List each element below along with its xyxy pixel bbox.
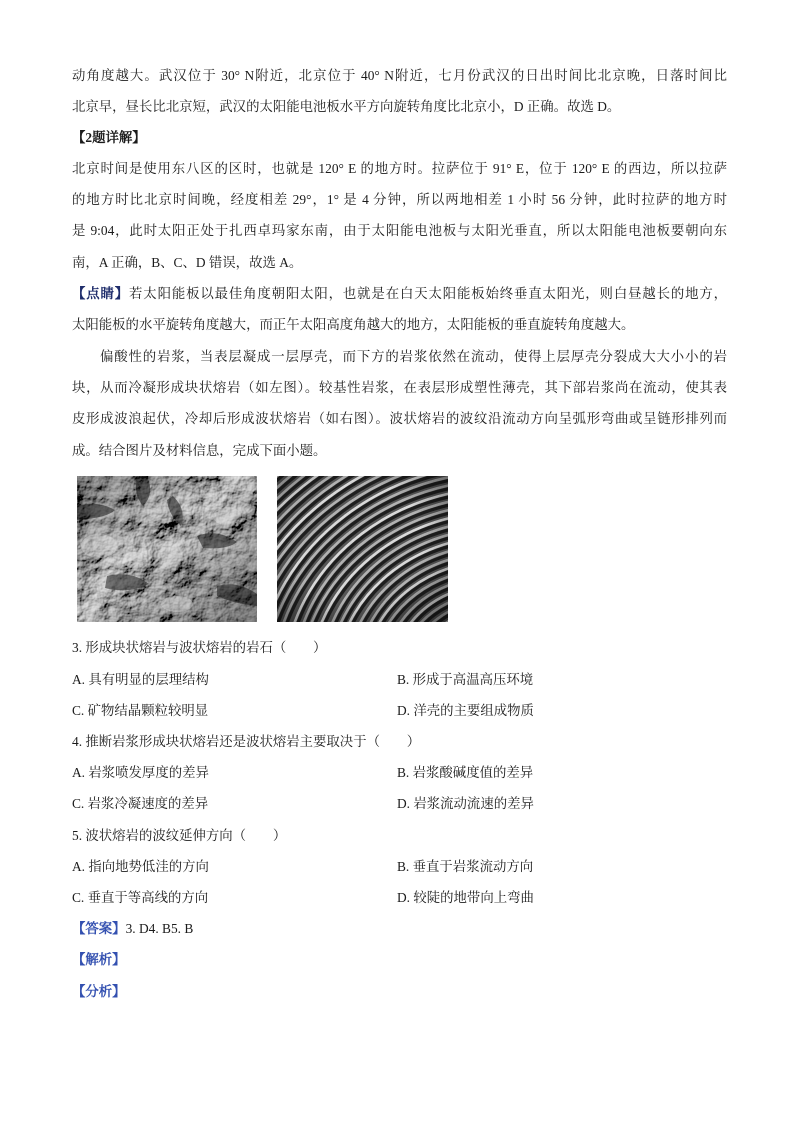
question-3-option-d: D. 洋壳的主要组成物质 <box>397 703 534 718</box>
question-5-option-c: C. 垂直于等高线的方向 <box>72 890 209 905</box>
question-3-option-b: B. 形成于高温高压环境 <box>397 672 534 687</box>
material-line-2: 块，从而冷凝形成块状熔岩（如左图）。较基性岩浆，在表层形成塑性薄壳，其下部岩浆尚在流动，使其表 <box>72 380 727 395</box>
q2-detail-line-3: 是 9:04，此时太阳正处于扎西卓玛家东南，由于太阳能电池板与太阳光垂直，所以太阳能电池板要朝向东 <box>72 223 727 238</box>
question-4-option-b: B. 岩浆酸碱度值的差异 <box>397 765 534 780</box>
question-5-stem: 5. 波状熔岩的波纹延伸方向（ ） <box>72 828 287 843</box>
answer-line <box>72 920 193 938</box>
ropy-lava-photo <box>277 476 448 622</box>
tip-text: 若太阳能板以最佳角度朝阳太阳，也就是在白天太阳能板始终垂直太阳光，则白昼越长的地方， <box>129 286 728 301</box>
question-4-option-a: A. 岩浆喷发厚度的差异 <box>72 765 209 780</box>
material-line-3: 皮形成波浪起伏，冷却后形成波状熔岩（如右图）。波状熔岩的波纹沿流动方向呈弧形弯曲或呈链形排列而 <box>72 411 727 426</box>
q2-detail-line-1: 北京时间是使用东八区的区时，也就是 120° E 的地方时。拉萨位于 91° E，位于 120° E 的西边，所以拉萨 <box>72 161 727 176</box>
tip-line-2: 太阳能板的水平旋转角度越大，而正午太阳高度角越大的地方，太阳能板的垂直旋转角度越大。 <box>72 317 635 332</box>
q2-detail-heading: 【2题详解】 <box>72 130 146 145</box>
question-5-option-b: B. 垂直于岩浆流动方向 <box>397 859 534 874</box>
blocky-lava-photo <box>77 476 257 622</box>
question-4-option-d: D. 岩浆流动流速的差异 <box>397 796 534 811</box>
q2-detail-line-4: 南，A 正确，B、C、D 错误，故选 A。 <box>72 255 303 270</box>
analysis-label: 【解析】 <box>72 952 126 967</box>
question-3-stem: 3. 形成块状熔岩与波状熔岩的岩石（ ） <box>72 640 327 655</box>
question-4-option-c: C. 岩浆冷凝速度的差异 <box>72 796 209 811</box>
material-line-4: 成。结合图片及材料信息，完成下面小题。 <box>72 443 327 458</box>
answer-text: 3. D4. B5. B <box>125 921 194 936</box>
q1-explanation-line-2: 北京早，昼长比北京短，武汉的太阳能电池板水平方向旋转角度比北京小，D 正确。故选 D。 <box>72 99 621 114</box>
question-3-option-c: C. 矿物结晶颗粒较明显 <box>72 703 209 718</box>
question-4-stem: 4. 推断岩浆形成块状熔岩还是波状熔岩主要取决于（ ） <box>72 734 421 749</box>
question-5-option-a: A. 指向地势低洼的方向 <box>72 859 209 874</box>
question-5-option-d: D. 较陡的地带向上弯曲 <box>397 890 534 905</box>
tip-line-1 <box>72 285 727 303</box>
q1-explanation-line-1: 动角度越大。武汉位于 30° N附近，北京位于 40° N附近，七月份武汉的日出时间比北京晚，日落时间比 <box>72 68 727 83</box>
answer-label: 【答案】 <box>72 921 126 936</box>
question-3-option-a: A. 具有明显的层理结构 <box>72 672 209 687</box>
tip-label: 【点睛】 <box>72 286 130 301</box>
material-line-1: 偏酸性的岩浆，当表层凝成一层厚壳，而下方的岩浆依然在流动，使得上层厚壳分裂成大大小小的岩 <box>100 349 727 364</box>
q2-detail-line-2: 的地方时比北京时间晚，经度相差 29°，1° 是 4 分钟，所以两地相差 1 小时 56 分钟，此时拉萨的地方时 <box>72 192 727 207</box>
breakdown-label: 【分析】 <box>72 984 126 999</box>
